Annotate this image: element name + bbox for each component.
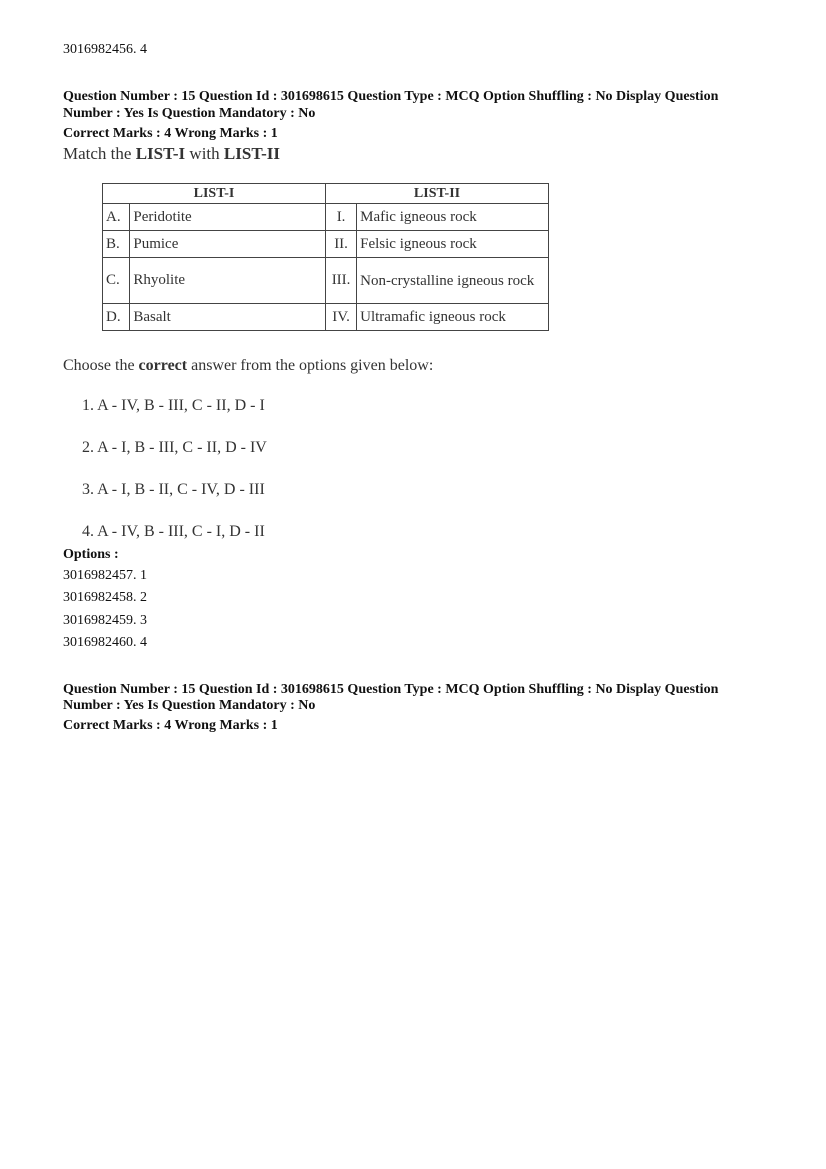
- row-item: Rhyolite: [130, 258, 326, 304]
- row-num: I.: [326, 204, 357, 231]
- answer-choice-2: 2. A - I, B - III, C - II, D - IV: [82, 439, 267, 456]
- row-num: III.: [326, 258, 357, 304]
- row-match: Non-crystalline igneous rock: [357, 258, 549, 304]
- row-match: Mafic igneous rock: [357, 204, 549, 231]
- question-with: with: [185, 144, 224, 163]
- choose-before: Choose the: [63, 357, 139, 374]
- question-list1: LIST-I: [135, 144, 186, 163]
- table-header-left: LIST-I: [103, 184, 326, 204]
- next-question-marks: Correct Marks : 4 Wrong Marks : 1: [63, 718, 278, 733]
- option-id-4: 3016982460. 4: [63, 635, 147, 650]
- row-match: Ultramafic igneous rock: [357, 304, 549, 331]
- option-id-2: 3016982458. 2: [63, 590, 147, 605]
- row-item: Pumice: [130, 231, 326, 258]
- table-row: [103, 231, 549, 258]
- table-row: [103, 204, 549, 231]
- header-id: 3016982456. 4: [63, 42, 147, 57]
- question-prefix: Match the: [63, 144, 136, 163]
- options-label: Options :: [63, 547, 119, 562]
- question-text: [63, 144, 280, 164]
- row-key: D.: [103, 304, 130, 331]
- row-num: IV.: [326, 304, 357, 331]
- answer-choice-1: 1. A - IV, B - III, C - II, D - I: [82, 397, 265, 414]
- next-question-meta-line1: Question Number : 15 Question Id : 301698615 Question Type : MCQ Option Shuffling : No Display Question: [63, 682, 719, 697]
- table-header-right: LIST-II: [326, 184, 549, 204]
- row-key: A.: [103, 204, 130, 231]
- answer-choice-4: 4. A - IV, B - III, C - I, D - II: [82, 523, 265, 540]
- option-id-1: 3016982457. 1: [63, 568, 147, 583]
- choose-instruction: [63, 357, 433, 375]
- row-match: Felsic igneous rock: [357, 231, 549, 258]
- row-item: Basalt: [130, 304, 326, 331]
- table-row: [103, 258, 549, 304]
- next-question-meta-line2: Number : Yes Is Question Mandatory : No: [63, 698, 316, 713]
- row-key: C.: [103, 258, 130, 304]
- question-meta-line2: Number : Yes Is Question Mandatory : No: [63, 106, 316, 121]
- row-item: Peridotite: [130, 204, 326, 231]
- question-marks: Correct Marks : 4 Wrong Marks : 1: [63, 126, 278, 141]
- option-id-3: 3016982459. 3: [63, 613, 147, 628]
- question-meta-line1: Question Number : 15 Question Id : 301698615 Question Type : MCQ Option Shuffling : No Display Question: [63, 89, 719, 104]
- question-list2: LIST-II: [223, 144, 280, 163]
- answer-choice-3: 3. A - I, B - II, C - IV, D - III: [82, 481, 265, 498]
- choose-after: answer from the options given below:: [187, 357, 434, 374]
- match-table: [102, 183, 549, 331]
- table-row: [103, 304, 549, 331]
- table-header-row: [103, 184, 549, 204]
- row-num: II.: [326, 231, 357, 258]
- choose-bold: correct: [138, 357, 188, 374]
- row-key: B.: [103, 231, 130, 258]
